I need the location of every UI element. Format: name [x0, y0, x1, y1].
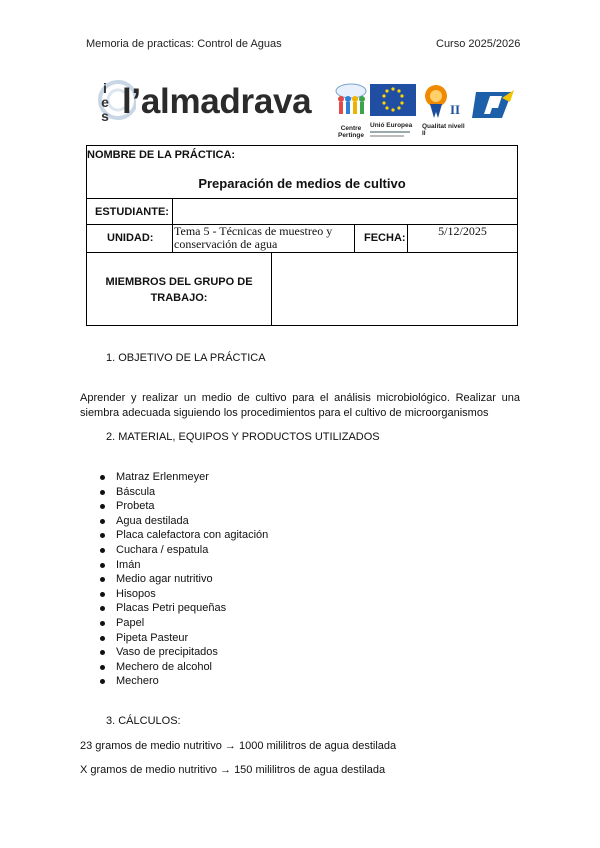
eu-logo-label: Unió Europea — [370, 122, 413, 129]
section-1-title: 1. OBJETIVO DE LA PRÁCTICA — [106, 352, 266, 364]
page-header-right: Curso 2025/2026 — [436, 38, 521, 50]
members-row — [87, 253, 517, 325]
list-item: Imán — [100, 558, 268, 573]
practice-name-row — [87, 146, 517, 199]
objective-text: Aprender y realizar un medio de cultivo para el análisis microbiológico. Realizar una siembra adecuada siguiendo los procedimientos para el cultivo de microorganismos — [80, 392, 520, 419]
list-item: Agua destilada — [100, 514, 268, 529]
date-label-cell — [354, 225, 408, 252]
list-item: Cuchara / espatula — [100, 543, 268, 558]
unit-label-cell — [87, 225, 173, 252]
eu-logo — [370, 84, 418, 134]
list-item: Placa calefactora con agitación — [100, 528, 268, 543]
list-item: Placas Petri pequeñas — [100, 601, 268, 616]
practice-form-table — [86, 145, 518, 326]
section-2-title: 2. MATERIAL, EQUIPOS Y PRODUCTOS UTILIZADOS — [106, 431, 380, 443]
practice-name-label: NOMBRE DE LA PRÁCTICA: — [87, 149, 236, 161]
people-icon — [334, 83, 368, 119]
school-prefix-text: ies — [97, 80, 113, 122]
school-name-logo: l’almadrava — [122, 82, 312, 121]
page-header-left: Memoria de practicas: Control de Aguas — [86, 38, 282, 50]
unit-label: UNIDAD: — [107, 232, 154, 244]
centre-logo — [334, 83, 368, 137]
fp-logo-icon — [472, 88, 516, 122]
list-item: Báscula — [100, 485, 268, 500]
fp-logo — [472, 88, 516, 122]
list-item: Pipeta Pasteur — [100, 631, 268, 646]
members-label-cell — [87, 253, 272, 325]
student-row — [87, 199, 517, 225]
student-field[interactable] — [173, 199, 517, 224]
quality-mark: II — [450, 102, 461, 117]
student-label-cell — [87, 199, 173, 224]
calculation-line-1: 23 gramos de medio nutritivo → 1000 mililitros de agua destilada — [80, 740, 397, 752]
list-item: Mechero — [100, 674, 268, 689]
list-item: Mechero de alcohol — [100, 660, 268, 675]
members-field[interactable] — [272, 253, 517, 325]
unit-value: Tema 5 - Técnicas de muestreo y conservación de agua — [173, 225, 355, 252]
quality-logo-label: Qualitat nivell II — [422, 123, 465, 137]
calculation-line-2: X gramos de medio nutritivo → 150 mililitros de agua destilada — [80, 764, 386, 776]
list-item: Matraz Erlenmeyer — [100, 470, 268, 485]
list-item: Vaso de precipitados — [100, 645, 268, 660]
list-item: Hisopos — [100, 587, 268, 602]
list-item: Probeta — [100, 499, 268, 514]
date-value: 5/12/2025 — [438, 224, 487, 238]
eu-flag-icon — [370, 84, 416, 116]
practice-title: Preparación de medios de cultivo — [198, 176, 406, 191]
unit-date-row — [87, 225, 517, 253]
section-3-title: 3. CÁLCULOS: — [106, 715, 181, 727]
date-label: FECHA: — [364, 232, 406, 244]
student-label: ESTUDIANTE: — [95, 206, 169, 218]
school-prefix — [98, 80, 112, 124]
centre-logo-label: Centre Pertinge — [337, 125, 364, 139]
members-label: MIEMBROS DEL GRUPO DE TRABAJO: — [105, 276, 253, 304]
quality-logo — [422, 82, 466, 136]
list-item: Medio agar nutritivo — [100, 572, 268, 587]
list-item: Papel — [100, 616, 268, 631]
materials-list — [100, 470, 268, 689]
